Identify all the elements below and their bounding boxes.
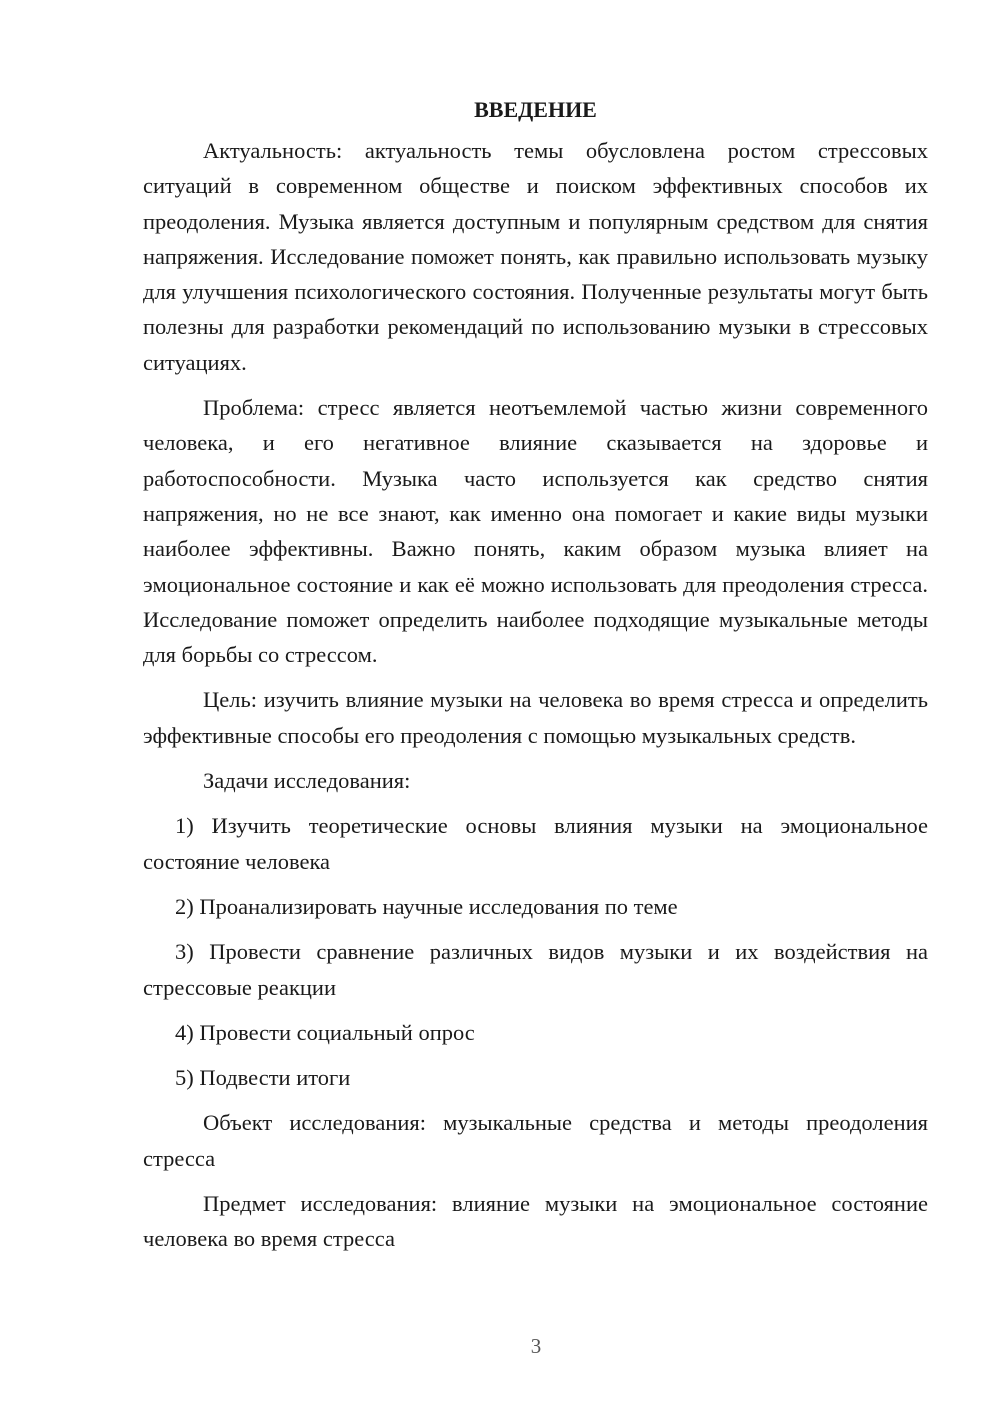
tasks-heading: Задачи исследования: [203, 768, 411, 794]
list-item: 5) Подвести итоги [175, 1065, 351, 1091]
list-item: 2) Проанализировать научные исследования по теме [175, 893, 678, 919]
list-item: 3) Провести сравнение различных видов музыки и их воздействия на стрессовые реакции [143, 939, 928, 1000]
goal-paragraph: Цель: изучить влияние музыки на человека во время стресса и определить эффективные способы его преодоления с помощью музыкальных средств. [143, 687, 928, 748]
tasks-list [143, 808, 928, 1095]
list-item: 1) Изучить теоретические основы влияния музыки на эмоциональное состояние человека [143, 813, 928, 874]
object-paragraph: Объект исследования: музыкальные средства и методы преодоления стресса [143, 1110, 928, 1171]
subject-paragraph: Предмет исследования: влияние музыки на эмоциональное состояние человека во время стресса [143, 1191, 928, 1252]
page-number: 3 [530, 1334, 542, 1358]
problem-paragraph: Проблема: стресс является неотъемлемой частью жизни современного человека, и его негативное влияние сказывается на здоровье и работоспособности. Музыка часто используется как средство снятия напряжения, но не все знают, как именно она помогает и какие виды музыки наиболее эффективны. Важно понять, каким образом музыка влияет на эмоциональное состояние и как её можно использовать для преодоления стресса. Исследование поможет определить наиболее подходящие музыкальные методы для борьбы со стрессом. [143, 395, 928, 668]
document-page [143, 92, 928, 1257]
page-title: ВВЕДЕНИЕ [474, 97, 597, 122]
list-item: 4) Провести социальный опрос [175, 1019, 475, 1045]
relevance-paragraph: Актуальность: актуальность темы обусловлена ростом стрессовых ситуаций в современном обществе и поиском эффективных способов их преодоления. Музыка является доступным и популярным средством для снятия напряжения. Исследование поможет понять, как правильно использовать музыку для улучшения психологического состояния. Полученные результаты могут быть полезны для разработки рекомендаций по использованию музыки в стрессовых ситуациях. [143, 138, 928, 375]
